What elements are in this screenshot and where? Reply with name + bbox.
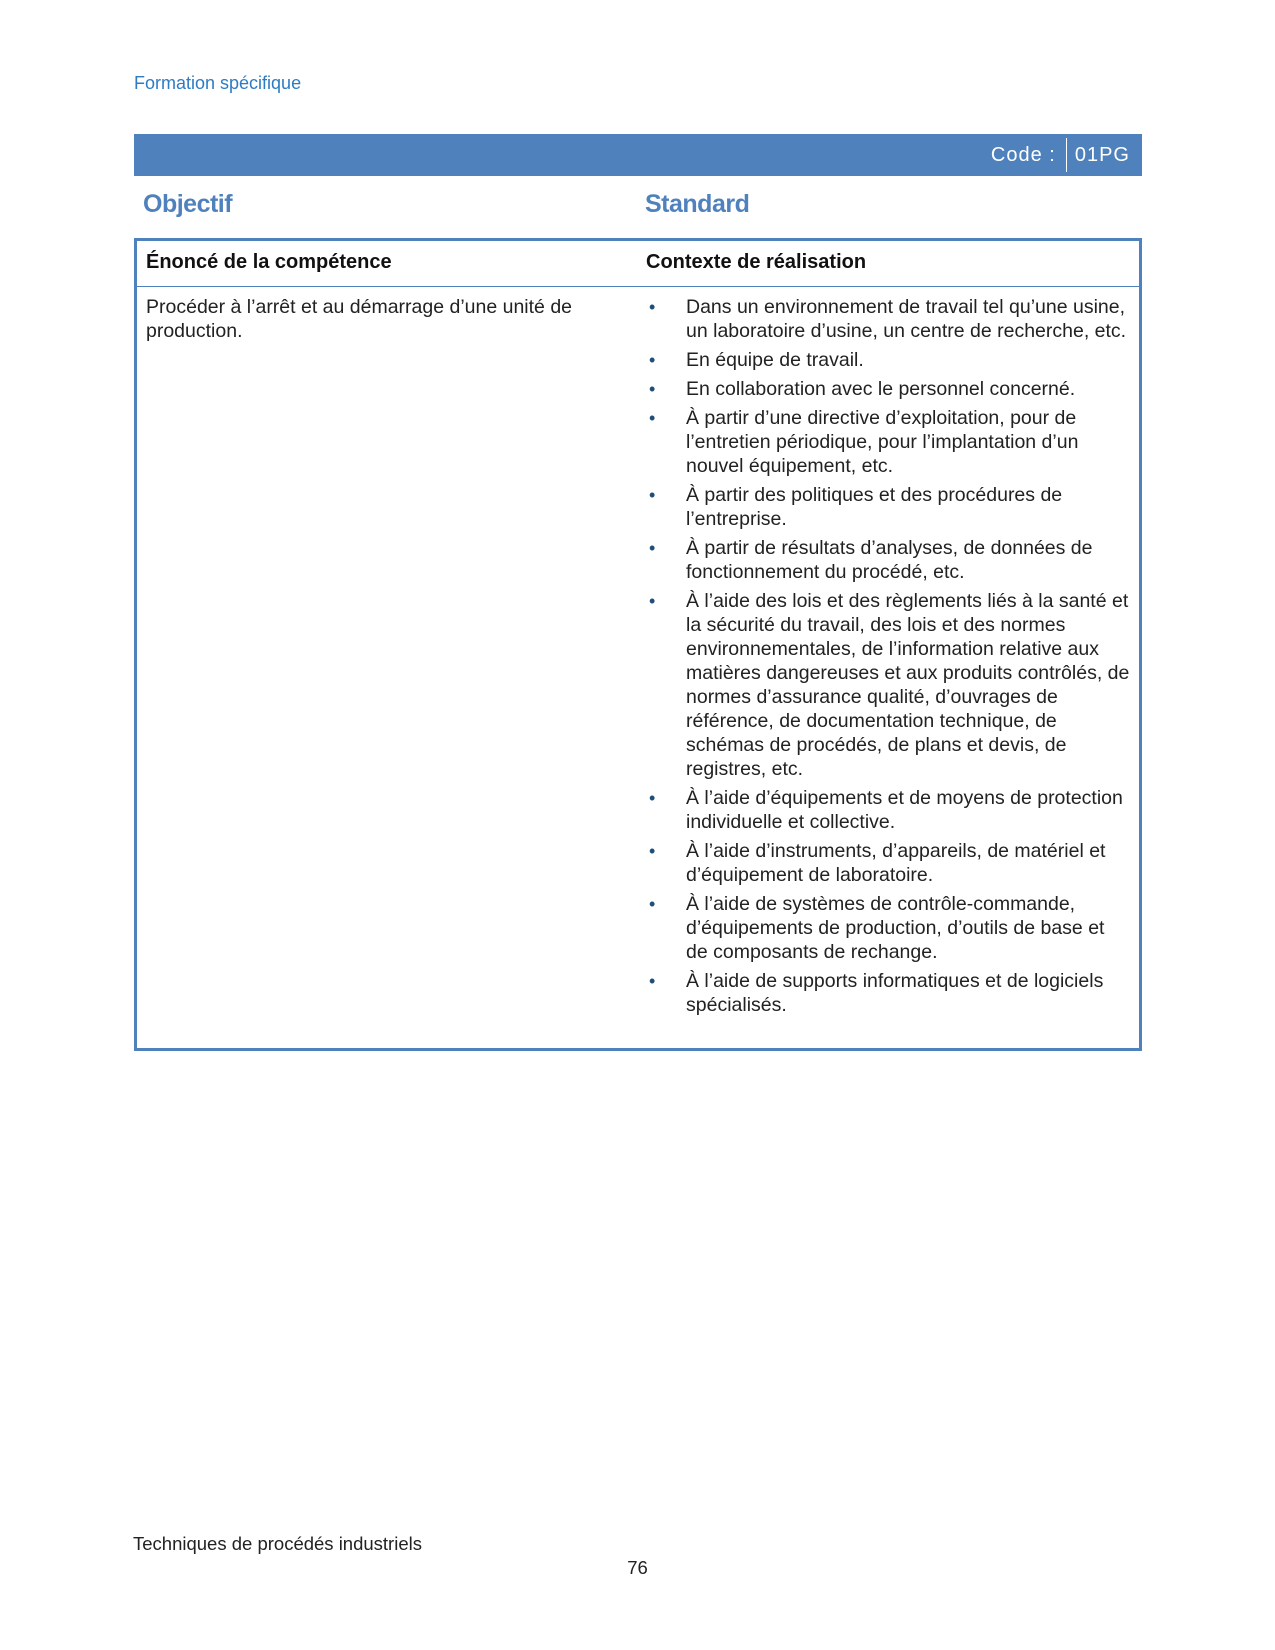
context-column-header: Contexte de réalisation (646, 251, 867, 273)
context-item-text: À l’aide d’instruments, d’appareils, de matériel et d’équipement de laboratoire. (686, 840, 1106, 886)
competence-statement: Procéder à l’arrêt et au démarrage d’une unité de production. (146, 296, 573, 342)
context-item (646, 348, 1131, 372)
bullet-icon: • (649, 350, 656, 370)
page-number: 76 (627, 1557, 648, 1578)
context-item (646, 406, 1131, 478)
context-item-text: À l’aide d’équipements et de moyens de protection individuelle et collective. (686, 787, 1123, 833)
objectif-heading: Objectif (143, 190, 233, 218)
context-item (646, 589, 1131, 781)
code-bar (134, 134, 1142, 176)
bullet-icon: • (649, 297, 656, 317)
context-item (646, 536, 1131, 584)
bullet-icon: • (649, 841, 656, 861)
context-item (646, 969, 1131, 1017)
context-item-text: À partir de résultats d’analyses, de données de fonctionnement du procédé, etc. (686, 537, 1093, 583)
bullet-icon: • (649, 379, 656, 399)
context-item-text: À l’aide de supports informatiques et de logiciels spécialisés. (686, 970, 1104, 1016)
context-item (646, 839, 1131, 887)
competence-column-header: Énoncé de la compétence (146, 251, 392, 273)
context-item-text: En collaboration avec le personnel concerné. (686, 378, 1076, 400)
table-header-row (137, 241, 1139, 287)
context-list (646, 295, 1131, 1022)
context-item-text: À l’aide de systèmes de contrôle-commande, d’équipements de production, d’outils de base et de composants de rechange. (686, 893, 1105, 963)
standard-heading: Standard (645, 190, 750, 218)
context-item (646, 483, 1131, 531)
context-item-text: À partir des politiques et des procédures de l’entreprise. (686, 484, 1063, 530)
context-item (646, 377, 1131, 401)
context-item (646, 892, 1131, 964)
context-item (646, 295, 1131, 343)
bullet-icon: • (649, 538, 656, 558)
bullet-icon: • (649, 408, 656, 428)
code-value: 01PG (1074, 143, 1130, 166)
code-label: Code : (990, 143, 1056, 166)
context-item-text: Dans un environnement de travail tel qu’une usine, un laboratoire d’usine, un centre de recherche, etc. (686, 296, 1127, 342)
context-item-text: À l’aide des lois et des règlements liés à la santé et la sécurité du travail, des lois et des normes environnementales, de l’information relative aux matières dangereuses et aux produits contrôlés, de normes d’assurance qualité, d’ouvrages de référence, de documentation technique, de schémas de procédés, de plans et devis, de registres, etc. (686, 590, 1130, 780)
bullet-icon: • (649, 894, 656, 914)
competence-table (134, 238, 1142, 1051)
context-item-text: À partir d’une directive d’exploitation, pour de l’entretien périodique, pour l’implantation d’un nouvel équipement, etc. (686, 407, 1079, 477)
context-item-text: En équipe de travail. (686, 349, 864, 371)
context-item (646, 786, 1131, 834)
footer-program-title: Techniques de procédés industriels (133, 1533, 422, 1554)
running-header: Formation spécifique (134, 73, 302, 93)
bullet-icon: • (649, 485, 656, 505)
bullet-icon: • (649, 971, 656, 991)
bullet-icon: • (649, 591, 656, 611)
bullet-icon: • (649, 788, 656, 808)
